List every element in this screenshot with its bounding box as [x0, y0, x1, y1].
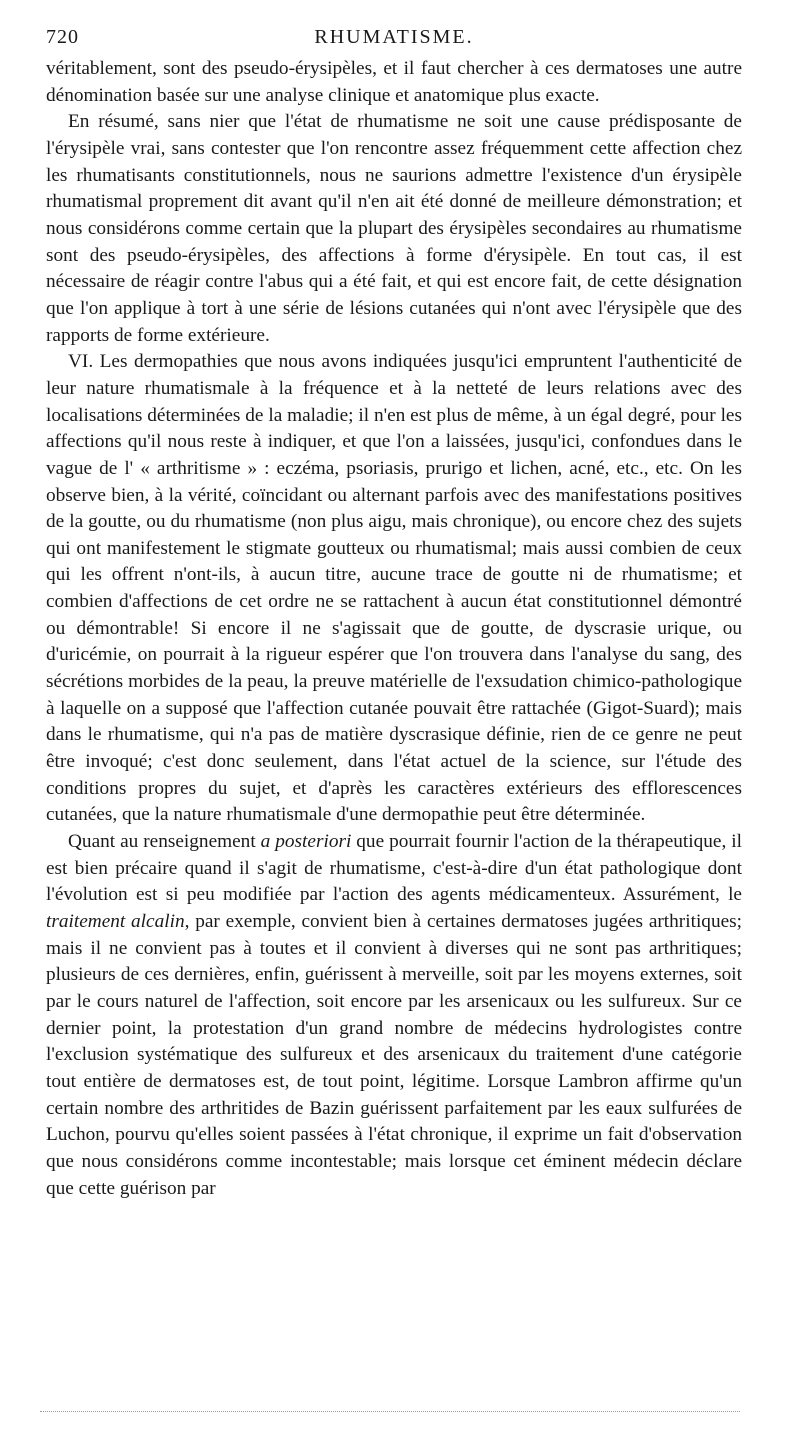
body-text [46, 56, 742, 1202]
page-number: 720 [46, 26, 79, 48]
text-run: véritablement, sont des pseudo-érysipèles, et il faut chercher à ces dermatoses une autre dénomination basée sur une analyse clinique et anatomique plus exacte. [46, 58, 742, 106]
text-run: que pourrait fournir l'action de la thérapeutique, il est bien précaire quand il s'agit de rhumatisme, c'est-à-dire d'un état pathologique dont l'évolution est si peu modifiée par l'action des agents médicamenteux. Assurément, le [46, 831, 742, 906]
italic-phrase: traitement alcalin [46, 911, 185, 932]
paragraph [46, 349, 742, 829]
text-run: En résumé, sans nier que l'état de rhumatisme ne soit une cause prédisposante de l'érysipèle vrai, sans contester que l'on rencontre assez fréquemment cette affection chez les rhumatisants constitutionnels, nous ne saurions admettre l'existence d'un érysipèle rhumatismal proprement dit avant qu'il n'en ait été donné de meilleure démonstration; et nous considérons comme certain que la plupart des érysipèles secondaires au rhumatisme sont des pseudo-érysipèles, des affections à forme d'érysipèle. En tout cas, il est nécessaire de réagir contre l'abus qui a été fait, et qui est encore fait, de cette désignation que l'on applique à tort à une série de lésions cutanées qui n'ont avec l'érysipèle que des rapports de forme extérieure. [46, 111, 742, 346]
text-run: , par exemple, convient bien à certaines dermatoses jugées arthritiques; mais il ne convient pas à toutes et il convient à diverses qui ne sont pas arthritiques; plusieurs de ces dernières, enfin, guérissent à merveille, soit par les moyens externes, soit par le cours naturel de l'affection, soit encore par les arsenicaux ou les sulfureux. Sur ce dernier point, la protestation d'un grand nombre de médecins hydrologistes contre l'exclusion systématique des sulfureux et des arsenicaux du traitement d'une catégorie tout entière de dermatoses est, de tout point, légitime. Lorsque Lambron affirme qu'un certain nombre des arthritides de Bazin guérissent parfaitement par les eaux sulfurées de Luchon, pourvu qu'elles soient passées à l'état chronique, il exprime un fait d'observation que nous considérons comme incontestable; mais lorsque cet éminent médecin déclare que cette guérison par [46, 911, 742, 1199]
paragraph [46, 829, 742, 1202]
page-header [46, 26, 742, 56]
document-page [46, 26, 742, 1202]
footer-rule [40, 1411, 740, 1412]
running-title: RHUMATISME. [314, 26, 474, 48]
text-run: Quant au renseignement [68, 831, 261, 853]
italic-phrase: a posteriori [260, 831, 352, 853]
paragraph [46, 109, 742, 349]
paragraph [46, 56, 742, 109]
text-run: VI. Les dermopathies que nous avons indiquées jusqu'ici empruntent l'authenticité de leur nature rhumatismale à la fréquence et à la netteté de leurs relations avec des localisations déterminées de la maladie; il n'en est plus de même, à un égal degré, pour les affections qu'il nous reste à indiquer, et que l'on a laissées, jusqu'ici, confondues dans le vague de l' « arthritisme » : eczéma, psoriasis, prurigo et lichen, acné, etc., etc. On les observe bien, à la vérité, coïncidant ou alternant parfois avec des manifestations positives de la goutte, ou du rhumatisme (non plus aigu, mais chronique), ou encore chez des sujets qui ont manifestement le stigmate goutteux ou rhumatismal; mais aussi combien de ceux qui les offrent n'ont-ils, à aucun titre, aucune trace de goutte ni de rhumatisme; et combien d'affections de cet ordre ne se rattachent à aucun état constitutionnel démontré ou démontrable! Si encore il ne s'agissait que de goutte, de dyscrasie urique, ou d'uricémie, on pourrait à la rigueur espérer que l'on trouvera dans l'analyse du sang, des sécrétions morbides de la peau, la preuve matérielle de l'exsudation chimico-pathologique à laquelle on a supposé que l'affection cutanée pouvait être rattachée (Gigot-Suard); mais dans le rhumatisme, qui n'a pas de matière dyscrasique définie, rien de ce genre ne peut être invoqué; c'est donc seulement, dans l'état actuel de la science, sur l'étude des conditions propres du sujet, et d'après les caractères extérieurs des efflorescences cutanées, que la nature rhumatismale d'une dermopathie peut être déterminée. [46, 351, 742, 826]
